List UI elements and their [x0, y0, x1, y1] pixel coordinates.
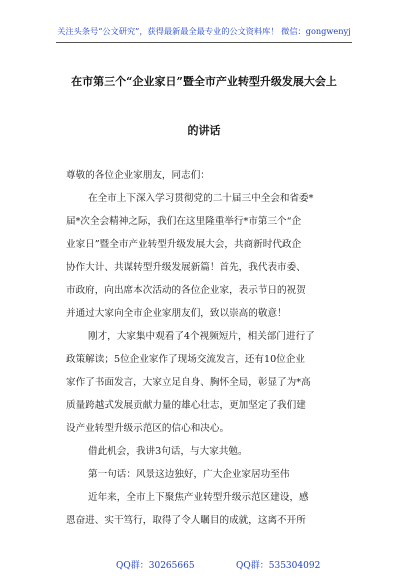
paragraph-1-line-1: 在全市上下深入学习贯彻党的二十届三中全会和省委*: [88, 193, 314, 204]
salutation: 尊敬的各位企业家朋友，同志们：: [66, 170, 210, 181]
paragraph-1-line-3: 业家日”暨全市产业转型升级发展大会，共商新时代政企: [66, 239, 302, 250]
paragraph-1-line-6: 并通过大家向全市企业家朋友们，致以崇高的敬意！: [66, 308, 287, 319]
paragraph-1-line-2: 届*次全会精神之际，我们在这里隆重举行*市第三个“企: [66, 216, 302, 227]
document-title-line-1: 在市第三个“企业家日”暨全市产业转型升级发展大会上: [71, 75, 337, 88]
paragraph-2-line-1: 刚才，大家集中观看了4个视频短片，相关部门进行了: [88, 331, 315, 342]
document-title-line-2: 的讲话: [187, 124, 221, 137]
footer-qq-group-2: QQ群：535304092: [236, 561, 321, 571]
paragraph-3: 借此机会，我讲3句话，与大家共勉。: [88, 446, 248, 457]
paragraph-1-line-5: 市政府，向出席本次活动的各位企业家，表示节日的祝贺: [66, 285, 306, 296]
header-banner: 关注头条号“公文研究”，获得最新最全最专业的公文资料库！ 微信：gongwenyj: [57, 26, 351, 36]
paragraph-2-line-4: 质量跨越式发展贡献力量的雄心壮志，更加坚定了我们建: [66, 400, 306, 411]
paragraph-2-line-2: 政策解读；5位企业家作了现场交流发言，还有10位企业: [66, 354, 305, 365]
paragraph-2-line-3: 家作了书面发言，大家立足自身、胸怀全局，彰显了为*高: [66, 377, 311, 388]
paragraph-4-line-2: 恩奋进、实干笃行，取得了令人瞩目的成就，这离不开所: [66, 515, 306, 526]
paragraph-4-line-1: 近年来，全市上下聚焦产业转型升级示范区建设，感: [88, 492, 309, 503]
paragraph-2-line-5: 设产业转型升级示范区的信心和决心。: [66, 423, 230, 434]
footer-qq-group-1: QQ群：30265665: [116, 561, 195, 571]
section-heading-1: 第一句话：风景这边独好，广大企业家居功至伟: [88, 469, 290, 480]
paragraph-1-line-4: 协作大计、共谋转型升级发展新篇！首先，我代表市委、: [66, 262, 306, 273]
header-divider: [56, 42, 352, 43]
